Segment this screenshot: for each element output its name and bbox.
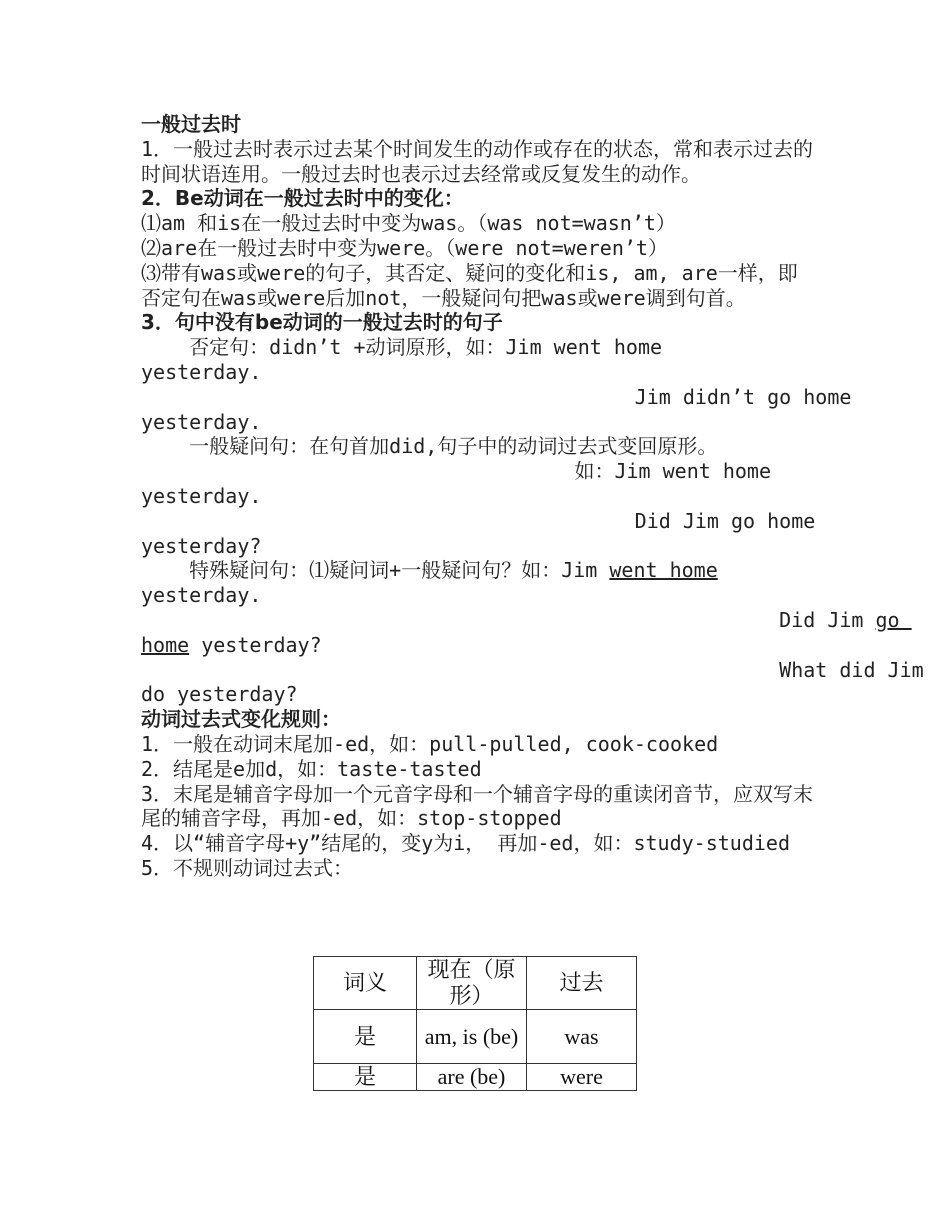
be-item-2: ⑵are在一般过去时中变为were。（were not=weren’t） <box>141 235 668 260</box>
section-heading-rules: 动词过去式变化规则： <box>141 707 341 732</box>
rule-item: 3．末尾是辅音字母加一个元音字母和一个辅音字母的重读闭音节，应双写末尾的辅音字母，再加-ed，如：stop-stopped <box>141 781 814 831</box>
wh-example-line <box>141 607 912 633</box>
rule-item: 4．以“辅音字母+y”结尾的，变y为i， 再加-ed，如：study-studied <box>141 831 790 856</box>
paragraph-definition: 1．一般过去时表示过去某个时间发生的动作或存在的状态，常和表示过去的时间状语连用。一般过去时也表示过去经常或反复发生的动作。 <box>141 136 814 186</box>
be-item-1: ⑴am 和is在一般过去时中变为was。（was not=wasn’t） <box>141 211 676 236</box>
rule-item: 5．不规则动词过去式： <box>141 855 354 880</box>
table-cell: 是 <box>314 1064 417 1091</box>
table-header-row <box>314 957 637 1010</box>
yes-no-example-line: 如：Jim went home <box>141 459 772 484</box>
header-meaning: 词义 <box>314 957 417 1010</box>
negative-rule-line: 否定句：didn’t +动词原形，如：Jim went home <box>141 335 663 360</box>
irregular-verbs-table <box>313 956 637 1091</box>
yes-no-example-line: yesterday? <box>141 533 262 558</box>
rule-item: 1．一般在动词末尾加-ed，如：pull-pulled, cook-cooked <box>141 731 719 756</box>
negative-example-line: yesterday. <box>141 409 262 434</box>
table-cell: were <box>527 1064 637 1091</box>
yes-no-example-line: yesterday. <box>141 483 262 508</box>
table-cell: am, is (be) <box>417 1010 527 1064</box>
wh-rule-text: 特殊疑问句：⑴疑问词+一般疑问句？如：Jim <box>141 558 610 583</box>
page-title: 一般过去时 <box>141 112 241 136</box>
wh-example-line <box>141 633 816 658</box>
negative-example-line: yesterday. <box>141 359 262 384</box>
wh-example-text: Did Jim <box>141 607 876 632</box>
underlined-phrase: home <box>141 632 190 657</box>
yes-no-example-line: Did Jim go home <box>141 508 816 533</box>
negative-example-line: Jim didn’t go home <box>141 384 852 409</box>
table-row <box>314 1064 637 1091</box>
header-present: 现在（原形） <box>417 957 527 1010</box>
yes-no-rule-line: 一般疑问句：在句首加did,句子中的动词过去式变回原形。 <box>141 434 718 459</box>
wh-example-line: yesterday. <box>141 583 262 608</box>
table-row <box>314 1010 637 1064</box>
header-past: 过去 <box>527 957 637 1010</box>
table-cell: are (be) <box>417 1064 527 1091</box>
be-item-3: ⑶带有was或were的句子，其否定、疑问的变化和is, am, are一样，即否定句在was或were后加not，一般疑问句把was或were调到句首。 <box>141 260 798 310</box>
underlined-phrase: go <box>875 607 912 632</box>
table-cell: 是 <box>314 1010 417 1064</box>
document-body <box>141 112 924 881</box>
table-cell: was <box>527 1010 637 1064</box>
underlined-phrase: went home <box>609 558 718 583</box>
wh-question-rule-line <box>141 558 816 583</box>
rule-item: 2．结尾是e加d，如：taste-tasted <box>141 756 482 781</box>
wh-example-line: What did Jim <box>141 657 924 682</box>
wh-example-line: do yesterday? <box>141 682 298 707</box>
section-heading-no-be: 3．句中没有be动词的一般过去时的句子 <box>141 310 503 335</box>
section-heading-be: 2．Be动词在一般过去时中的变化： <box>141 186 464 211</box>
wh-example-text: yesterday? <box>189 632 322 657</box>
